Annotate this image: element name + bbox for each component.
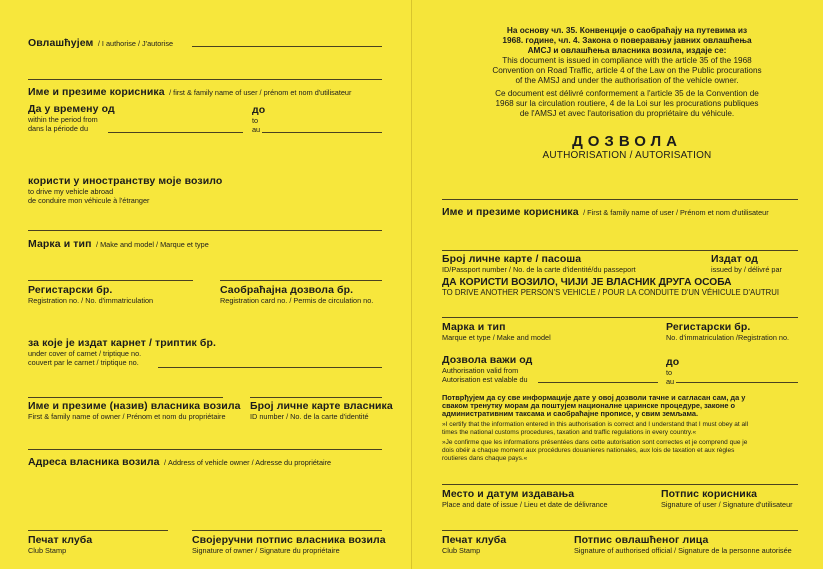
owner-name-cyr: Име и презиме (назив) власника возила — [28, 400, 241, 412]
club-stamp-cyr: Печат клуба — [28, 534, 93, 546]
issued-by-cyr: Издат од — [711, 253, 759, 265]
make-model-cyr: Марка и тип — [28, 238, 92, 250]
make-model-line[interactable] — [442, 317, 798, 318]
intro-fr-line: de l'AMSJ et avec l'autorisation du propriétaire du véhicule. — [519, 108, 735, 118]
place-date-line[interactable] — [442, 484, 798, 485]
intro-fr-line: Ce document est délivré conformement a l'article 35 de la Convention de — [495, 89, 759, 98]
user-name-lat: / First & family name of user / Prénom et nom d'utilisateur — [583, 208, 769, 217]
owner-name-label — [28, 400, 241, 421]
owner-id-cyr: Број личне карте власника — [250, 400, 393, 412]
title-lat: AUTHORISATION / AUTORISATION — [542, 150, 712, 161]
confirmation-serbian — [442, 394, 802, 418]
use-abroad-cyr: користи у иностранству моје возило — [28, 175, 223, 187]
intro-en-line: This document is issued in compliance with the article 35 of the 1968 — [502, 56, 752, 65]
document-title — [452, 133, 802, 161]
stamp-signature-line[interactable] — [442, 530, 798, 531]
owner-name-lat: First & family name of owner / Prénom et nom du propriétaire — [28, 412, 226, 421]
carnet-fr: couvert par le carnet / triptique no. — [28, 358, 139, 367]
confirmation-french — [442, 439, 802, 463]
confirm-fr-line: dois obéir a chaque moment aux procédures douanieres nationales, aux lois de taxation et aux règles — [442, 447, 735, 454]
club-stamp-cyr: Печат клуба — [442, 534, 507, 546]
place-date-lat: Place and date of issue / Lieu et date de délivrance — [442, 500, 608, 509]
reg-no-lat: No. d'immatriculation /Registration no. — [666, 333, 790, 342]
owner-address-line[interactable] — [28, 449, 382, 450]
reg-no-cyr: Регистарски бр. — [666, 321, 751, 333]
intro-sr-line: На основу чл. 35. Конвенције о саобраћају на путевима из — [506, 25, 748, 35]
owner-sign-label — [192, 534, 386, 555]
owner-id-lat: ID number / No. de la carte d'identité — [250, 412, 369, 421]
owner-address-cyr: Адреса власника возила — [28, 456, 160, 468]
confirm-sr-line: Потврђујем да су све информације дате у овој дозволи тачне и сагласан сам, да у — [442, 393, 746, 402]
confirmation-english — [442, 421, 802, 437]
user-sign-label — [661, 488, 793, 509]
owner-sign-lat: Signature of owner / Signature du propriétaire — [192, 546, 340, 555]
user-name-label — [28, 82, 351, 100]
period-fr: dans la période du — [28, 124, 89, 133]
make-model-label — [28, 234, 209, 252]
issued-by-lat: issued by / délivré par — [711, 265, 782, 274]
owner-address-lat: / Address of vehicle owner / Adresse du propriétaire — [164, 458, 332, 467]
use-abroad-label — [28, 175, 222, 205]
right-page — [412, 0, 823, 569]
valid-from-field[interactable] — [538, 382, 658, 383]
valid-from-cyr: Дозвола важи од — [442, 354, 533, 366]
valid-to-fr: au — [666, 377, 675, 386]
period-en: within the period from — [28, 115, 98, 124]
valid-from-fr: Autorisation est valable du — [442, 375, 528, 384]
intro-en-line: of the AMSJ and under the authorisation of the vehicle owner. — [515, 75, 739, 85]
reg-card-line[interactable] — [220, 280, 382, 281]
confirm-en-line: »I certify that the information entered in this authorisation is correct and I understand that I must obey at all — [442, 421, 749, 428]
intro-fr-line: 1968 sur la circulation routiere, 4 de la Loi sur les procurations publiques — [495, 98, 759, 108]
user-sign-lat: Signature of user / Signature d'utilisateur — [661, 500, 793, 509]
authorise-line-2[interactable] — [28, 79, 382, 80]
make-model-cyr: Марка и тип — [442, 321, 506, 333]
period-to-en: to — [252, 116, 259, 125]
intro-serbian — [452, 25, 802, 55]
official-sign-lat: Signature of authorised official / Signature de la personne autorisée — [574, 546, 792, 555]
make-model-lat: Marque et type / Make and model — [442, 333, 551, 342]
carnet-cyr: за које је издат карнет / триптик бр. — [28, 337, 217, 349]
left-page — [0, 0, 411, 569]
user-name-cyr: Име и презиме корисника — [442, 206, 579, 218]
intro-en-line: Convention on Road Traffic, article 4 of the Law on the Public procurations — [492, 65, 762, 75]
owner-address-label — [28, 452, 331, 470]
intro-french — [452, 89, 802, 118]
place-date-label — [442, 488, 608, 509]
confirm-fr-line: routieres dans chaque pays.« — [442, 455, 528, 462]
authorise-lat: / I authorise / J'autorise — [97, 39, 174, 48]
reg-no-label — [28, 284, 153, 305]
valid-to-cyr: до — [666, 356, 680, 368]
intro-sr-line: АМСЈ и овлашћења власника возила, издаје се: — [527, 45, 727, 55]
use-abroad-en: to drive my vehicle abroad — [28, 187, 114, 196]
other-vehicle-cyr: ДА КОРИСТИ ВОЗИЛО, ЧИЈИ ЈЕ ВЛАСНИК ДРУГА ОСОБА — [442, 277, 732, 288]
make-model-lat: / Make and model / Marque et type — [96, 240, 209, 249]
other-vehicle-lat: TO DRIVE ANOTHER PERSON'S VEHICLE / POUR LA CONDUITE D'UN VÉHICULE D'AUTRUI — [442, 288, 780, 297]
make-model-label — [442, 321, 551, 342]
valid-to-field[interactable] — [676, 382, 798, 383]
confirm-fr-line: »Je confirme que les informations présentées dans cette autorisation sont correctes et je comprend que je — [442, 439, 748, 446]
period-to-field[interactable] — [262, 132, 382, 133]
carnet-label — [28, 337, 216, 367]
club-stamp-label — [28, 534, 92, 555]
owner-name-line[interactable] — [28, 397, 223, 398]
club-stamp-label — [442, 534, 506, 555]
id-passport-cyr: Број личне карте / пасоша — [442, 253, 582, 265]
id-passport-lat: ID/Passport number / No. de la carte d'identité/du passeport — [442, 265, 636, 274]
authorise-cyr: Овлашћујем — [28, 37, 94, 49]
owner-sign-line[interactable] — [192, 530, 382, 531]
carnet-field[interactable] — [158, 367, 382, 368]
reg-no-lat: Registration no. / No. d'immatriculation — [28, 296, 154, 305]
intro-sr-line: 1968. године, чл. 4. Закона о поверавању јавних овлашћења — [502, 35, 752, 45]
reg-card-lat: Registration card no. / Permis de circulation no. — [220, 296, 374, 305]
reg-card-label — [220, 284, 373, 305]
valid-from-en: Authorisation valid from — [442, 366, 519, 375]
confirm-sr-line: сваком тренутку морам да поштујем националне царинске процедуре, законе о — [442, 401, 736, 410]
reg-no-line[interactable] — [28, 280, 193, 281]
user-name-line[interactable] — [442, 199, 798, 200]
carnet-en: under cover of carnet / triptique no. — [28, 349, 142, 358]
club-stamp-line[interactable] — [28, 530, 168, 531]
period-from-label — [28, 103, 115, 133]
period-cyr: Да у времену од — [28, 103, 115, 115]
confirm-sr-line: административним таксама и саобраћајне прописе, у свим земљама. — [442, 409, 699, 418]
reg-no-label — [666, 321, 789, 342]
period-to-fr: au — [252, 125, 261, 134]
official-sign-cyr: Потпис овлашћеног лица — [574, 534, 709, 546]
authorise-label — [28, 33, 173, 51]
reg-no-cyr: Регистарски бр. — [28, 284, 113, 296]
period-to-label — [252, 104, 265, 134]
user-name-cyr: Име и презиме корисника — [28, 86, 165, 98]
intro-english — [452, 56, 802, 85]
issued-by-label — [711, 253, 782, 274]
user-name-label — [442, 202, 769, 220]
other-vehicle-heading — [442, 277, 779, 297]
valid-to-en: to — [666, 368, 673, 377]
owner-sign-cyr: Својеручни потпис власника возила — [192, 534, 386, 546]
authorise-line[interactable] — [192, 46, 382, 47]
club-stamp-lat: Club Stamp — [442, 546, 481, 555]
title-cyr: ДОЗВОЛА — [572, 133, 682, 150]
valid-from-label — [442, 354, 532, 384]
official-sign-label — [574, 534, 792, 555]
owner-id-line[interactable] — [250, 397, 382, 398]
reg-card-cyr: Саобраћајна дозвола бр. — [220, 284, 354, 296]
period-to-cyr: до — [252, 104, 266, 116]
use-abroad-fr: de conduire mon véhicule à l'étranger — [28, 196, 150, 205]
owner-id-label — [250, 400, 393, 421]
user-sign-cyr: Потпис корисника — [661, 488, 758, 500]
id-line[interactable] — [442, 250, 798, 251]
place-date-cyr: Место и датум издавања — [442, 488, 575, 500]
period-from-field[interactable] — [108, 132, 243, 133]
club-stamp-lat: Club Stamp — [28, 546, 67, 555]
id-passport-label — [442, 253, 636, 274]
confirm-en-line: times the national customs procedures, taxation and traffic regulations in every country.« — [442, 429, 697, 436]
user-name-lat: / first & family name of user / prénom et nom d'utilisateur — [169, 88, 352, 97]
make-model-line[interactable] — [28, 230, 382, 231]
